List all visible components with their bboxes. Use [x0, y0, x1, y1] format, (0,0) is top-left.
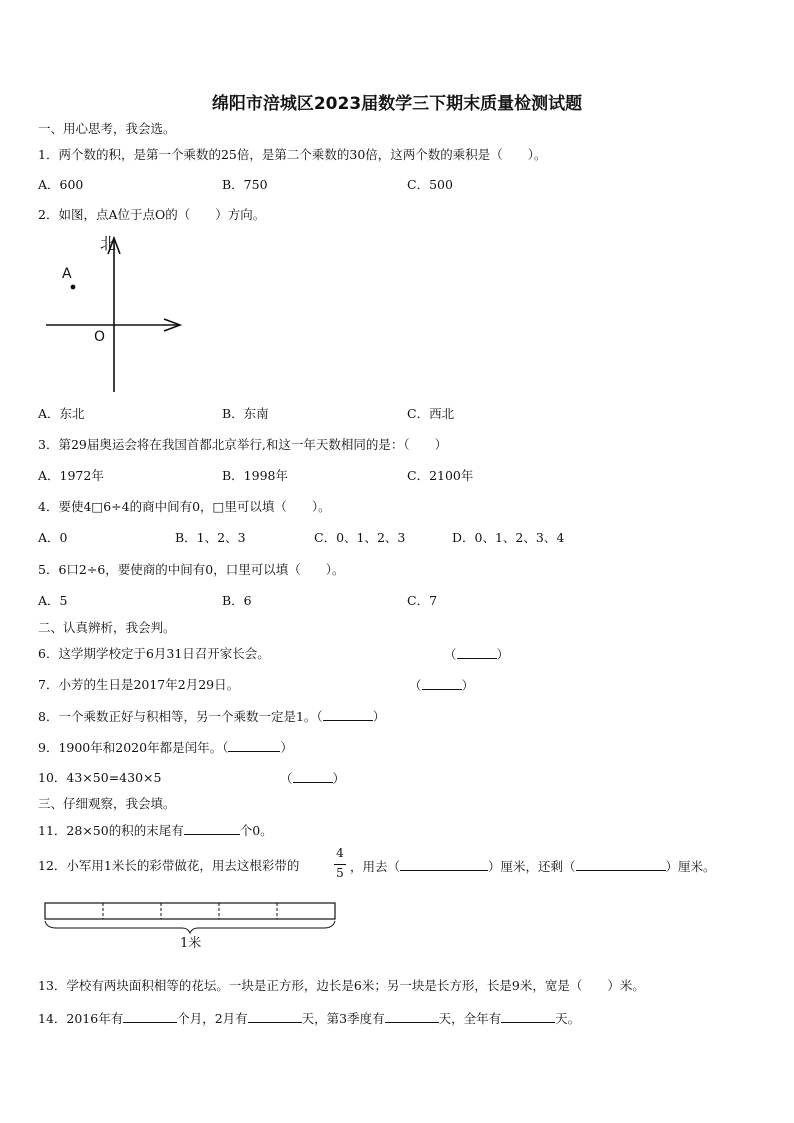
q3-option-c[interactable]: C．2100年: [407, 468, 474, 483]
q14-text-1: 14．2016年有: [38, 1011, 124, 1026]
fraction-bar: [334, 864, 346, 865]
question-10: 10．43×50=430×5: [38, 770, 162, 785]
page-title: 绵阳市涪城区2023届数学三下期末质量检测试题: [211, 94, 583, 114]
paren-open: （: [409, 678, 422, 693]
q14-text-5: 天。: [555, 1011, 581, 1026]
q4-option-d[interactable]: D．0、1、2、3、4: [452, 530, 565, 545]
question-12-lead: 12．小军用1米长的彩带做花，用去这根彩带的: [38, 858, 300, 873]
ribbon-figure: [44, 902, 340, 934]
q6-blank[interactable]: [457, 646, 497, 659]
q2-option-c[interactable]: C．西北: [407, 406, 455, 421]
q3-option-a[interactable]: A．1972年: [38, 468, 104, 483]
fraction-denominator: 5: [336, 866, 344, 880]
q11-blank[interactable]: [184, 822, 240, 835]
q8-blank[interactable]: [323, 708, 373, 721]
question-3: 3．第29届奥运会将在我国首都北京举行,和这一年天数相同的是：（ ）: [38, 437, 448, 452]
section-heading-1: 一、用心思考，我会选。: [38, 121, 176, 136]
ribbon-brace: [45, 921, 335, 933]
direction-figure: [40, 232, 190, 397]
paren-open: （: [222, 740, 229, 755]
paren-close: ）: [461, 678, 475, 693]
q5-option-c[interactable]: C．7: [407, 593, 438, 608]
question-9: [38, 739, 293, 756]
q12-text-mid2: ）厘米，还剩（: [488, 859, 576, 874]
paren-open: （: [316, 709, 323, 724]
section-heading-3: 三、仔细观察，我会填。: [38, 796, 176, 811]
question-4: 4．要使4□6÷4的商中间有0，□里可以填（ ）。: [38, 499, 331, 514]
paren-close: ）: [372, 709, 386, 724]
q14-blank-months[interactable]: [123, 1010, 177, 1023]
q12-blank-left[interactable]: [576, 858, 666, 871]
point-o-label: O: [94, 329, 106, 345]
ribbon-length-label: 1米: [180, 936, 202, 951]
q1-option-b[interactable]: B．750: [222, 177, 268, 192]
question-12-rest: [350, 858, 716, 875]
paren-close: ）: [496, 647, 510, 662]
point-a: [71, 285, 76, 290]
question-1: 1．两个数的积，是第一个乘数的25倍，是第二个乘数的30倍，这两个数的乘积是（ ）。: [38, 147, 547, 162]
paren-close: ）: [280, 740, 293, 755]
q5-option-b[interactable]: B．6: [222, 593, 252, 608]
question-7: 7．小芳的生日是2017年2月29日。: [38, 677, 240, 692]
section-heading-2: 二、认真辨析，我会判。: [38, 620, 176, 635]
q11-text-post: 个0。: [239, 823, 273, 838]
q12-text-mid1: ，用去（: [350, 859, 401, 874]
q9-text: 9．1900年和2020年都是闰年。: [38, 740, 223, 755]
north-label: 北: [100, 234, 117, 253]
q4-option-b[interactable]: B．1、2、3: [175, 530, 246, 545]
q3-option-b[interactable]: B．1998年: [222, 468, 288, 483]
q9-blank[interactable]: [228, 739, 280, 752]
q14-text-2: 个月，2月有: [177, 1011, 248, 1026]
ribbon-strip: [45, 903, 335, 919]
q14-blank-year-days[interactable]: [501, 1010, 555, 1023]
q7-blank[interactable]: [422, 677, 462, 690]
q11-text-pre: 11．28×50的积的末尾有: [38, 823, 184, 838]
q14-text-3: 天，第3季度有: [301, 1011, 385, 1026]
q10-blank[interactable]: [293, 770, 333, 783]
q7-answer-paren[interactable]: [409, 677, 474, 694]
q6-answer-paren[interactable]: [444, 646, 509, 663]
question-2: 2．如图，点A位于点O的（ ）方向。: [38, 207, 266, 222]
q4-option-c[interactable]: C．0、1、2、3: [314, 530, 406, 545]
q12-blank-used[interactable]: [400, 858, 488, 871]
q10-answer-paren[interactable]: [280, 770, 345, 787]
question-14: [38, 1010, 580, 1027]
q2-option-a[interactable]: A．东北: [38, 406, 85, 421]
q5-option-a[interactable]: A．5: [38, 593, 68, 608]
q14-text-4: 天，全年有: [438, 1011, 502, 1026]
q4-option-a[interactable]: A．0: [38, 530, 68, 545]
fraction-numerator: 4: [336, 846, 344, 860]
paren-open: （: [444, 647, 457, 662]
question-5: 5．6口2÷6，要使商的中间有0，口里可以填（ ）。: [38, 562, 345, 577]
q14-blank-q3-days[interactable]: [385, 1010, 439, 1023]
question-13: 13．学校有两块面积相等的花坛。一块是正方形，边长是6米；另一块是长方形，长是9米，宽是（ ）米。: [38, 978, 645, 993]
q12-text-post: ）厘米。: [665, 859, 716, 874]
question-11: [38, 822, 273, 839]
q2-option-b[interactable]: B．东南: [222, 406, 269, 421]
paren-close: ）: [332, 771, 346, 786]
question-8: [38, 708, 385, 725]
q1-option-a[interactable]: A．600: [38, 177, 84, 192]
q14-blank-feb-days[interactable]: [248, 1010, 302, 1023]
question-6: 6．这学期学校定于6月31日召开家长会。: [38, 646, 270, 661]
paren-open: （: [280, 771, 293, 786]
point-a-label: A: [62, 266, 72, 282]
q1-option-c[interactable]: C．500: [407, 177, 453, 192]
q8-text: 8．一个乘数正好与积相等，另一个乘数一定是1。: [38, 709, 317, 724]
